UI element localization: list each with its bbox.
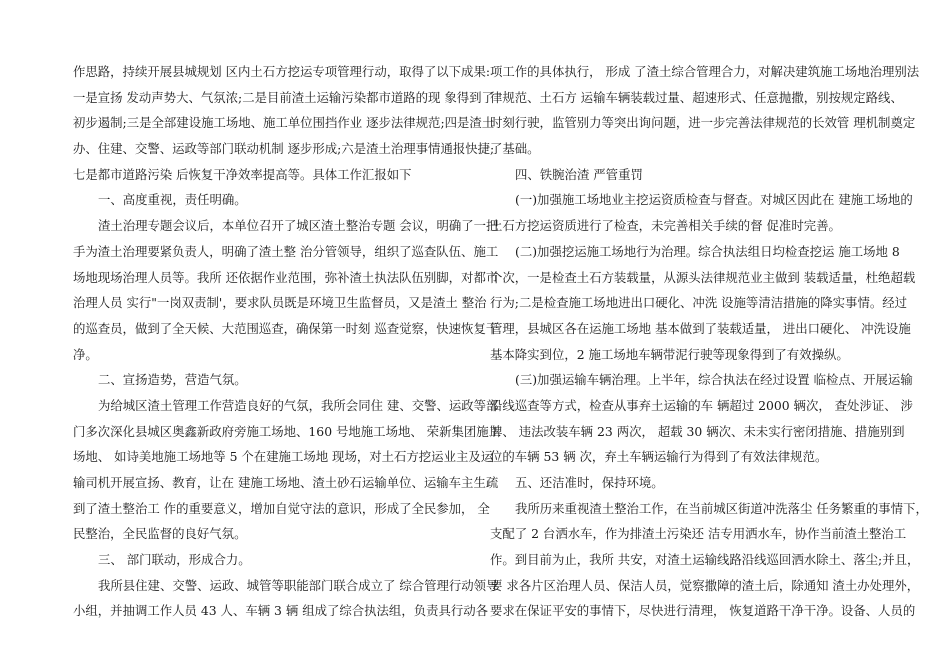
text-line: 场地现场治理人员等。我所 还依据作业范围，弥补渣土执法队伍别脚，对都市 <box>73 269 499 285</box>
text-line: 基本降实到位，2 施工场地车辆带泥行驶等现象得到了有效操纵。 <box>490 346 849 362</box>
text-line: 作。到目前为止，我所 共安，对渣土运输线路沿线巡回洒水除土、落尘;并且， <box>490 552 920 568</box>
text-line: 四、铁腕治渣 严管重罚 <box>515 166 643 182</box>
text-line: 办、住建、交警、运政等部门联动机制 逐步形成;六是渣土治理事情通报快捷; <box>73 141 495 157</box>
text-line: 位的车辆 53 辆 次，弃土车辆运输行为得到了有效法律规范。 <box>490 449 828 465</box>
text-line: 输司机开展宣扬、教育，让在 建施工场地、渣土砂石运输单位、运输车主生疏 <box>73 475 499 490</box>
text-line: 七是都市道路污染 后恢复干净效率提高等。具体工作汇报如下 <box>73 166 412 182</box>
text-line: 三、 部门联动，形成合力。 <box>98 552 251 568</box>
text-line: 要 求各片区治理人员、保洁人员，觉察撒障的渣土后，除通知 渣土办处理外， <box>490 577 920 593</box>
text-line: (三)加强运输车辆治理。上半年，综合执法在经过设置 临检点、开展运输 <box>515 372 913 388</box>
text-line: 支配了 2 台洒水车，作为排渣土污染还 洁专用洒水车，协作当前渣土整治工 <box>490 526 907 542</box>
right-column <box>490 59 928 624</box>
text-line: 个次，一是检查土石方装载量，从源头法律规范业主做到 装载适量，杜绝超载 <box>490 269 916 285</box>
text-line: 一、高度重视，责任明确。 <box>98 192 247 208</box>
text-line: 要求在保证平安的事情下，尽快进行清理， 恢复道路干净干净。设备、人员的 <box>490 603 916 619</box>
text-line: 土石方挖运资质进行了检查，未完善相关手续的督 促准时完善。 <box>490 218 841 234</box>
text-line: 渣土治理专题会议后，本单位召开了城区渣土整治专题 会议，明确了一把 <box>98 218 499 234</box>
text-line: 初步遏制;三是全部建设施工场地、施工单位围挡作业 逐步法律规范;四是渣土 <box>73 115 495 131</box>
text-line: 作思路，持续开展县城规划 区内土石方挖运专项管理行动，取得了以下成果: <box>73 64 491 79</box>
text-line: 五、还洁准时，保持环境。 <box>515 475 664 490</box>
text-line: 到了渣土整治工 作的重要意义，增加自觉守法的意识，形成了全民参加， 全 <box>73 500 490 516</box>
text-line: 管理，县城区各在运施工场地 基本做到了装载适量， 进出口硬化、 冲洗设施 <box>490 320 911 336</box>
text-line: 项工作的具体执行， 形成 了渣土综合管理合力，对解决建筑施工场地治理别法 <box>490 64 920 79</box>
text-line: 时刻行驶，监管别力等突出询问题，进一步完善法律规范的长效管 理机制奠定 <box>490 115 916 131</box>
text-line: 二、宣扬造势，营造气氛。 <box>98 372 247 388</box>
text-line: 净。 <box>73 346 98 362</box>
text-line: 治理人员 实行"一岗双责制'，要求队员既是环境卫生监督员，又是渣土 整治 <box>73 295 487 311</box>
text-line: 场地、 如诗美地施工场地等 5 个在建施工场地 现场，对土石方挖运业主及运 <box>73 449 494 465</box>
text-line: 律规范、土石方 运输车辆装载过量、超速形式、任意抛撒，别按规定路线、 <box>490 89 903 105</box>
left-column <box>73 59 502 624</box>
text-line: 行为;二是检查施工场地进出口硬化、冲洗 设施等清洁措施的降实事情。经过 <box>490 295 908 311</box>
text-line: 我所历来重视渣土整治工作，在当前城区街道冲洗落尘 任务繁重的事情下， <box>515 500 928 516</box>
text-line: (一)加强施工场地业主挖运资质检查与督查。对城区因此在 建施工场地的 <box>515 192 913 208</box>
text-line: 的巡查员，做到了全天候、大范围巡查，确保第一时刻 巡查觉察，快速恢复干 <box>73 320 499 336</box>
text-line: 了基础。 <box>490 141 540 157</box>
text-line: 一是宣扬 发动声势大、气氛浓;二是目前渣土运输污染都市道路的现 象得到了 <box>73 89 494 105</box>
text-line: 小组，并抽调工作人员 43 人、车辆 3 辆 组成了综合执法组，负责具行动各 <box>73 603 489 619</box>
text-line: 为给城区渣土管理工作营造良好的气氛，我所会同住 建、交警、运政等部 <box>98 397 499 413</box>
text-line: (二)加强挖运施工场地行为治理。综合执法组日均检查挖运 施工场地 8 <box>515 243 900 259</box>
text-line: 手为渣土治理要紧负责人，明确了渣土整 治分管领导，组织了巡查队伍、施工 <box>73 243 499 259</box>
text-line: 牌、 违法改装车辆 23 两次， 超载 30 辆次、未未实行密闭措施、措施别到 <box>490 423 905 439</box>
text-line: 民整治，全民监督的良好气氛。 <box>73 526 247 542</box>
text-line: 沿线巡查等方式，检查从事弃土运输的车 辆超过 2000 辆次， 查处涉证、 涉 <box>490 397 913 413</box>
text-line: 我所县住建、交警、运政、城管等职能部门联合成立了 综合管理行动领导 <box>98 577 499 593</box>
text-line: 门多次深化县城区奥鑫新政府旁施工场地、160 号地施工场地、 荣新集团施工 <box>73 423 502 439</box>
